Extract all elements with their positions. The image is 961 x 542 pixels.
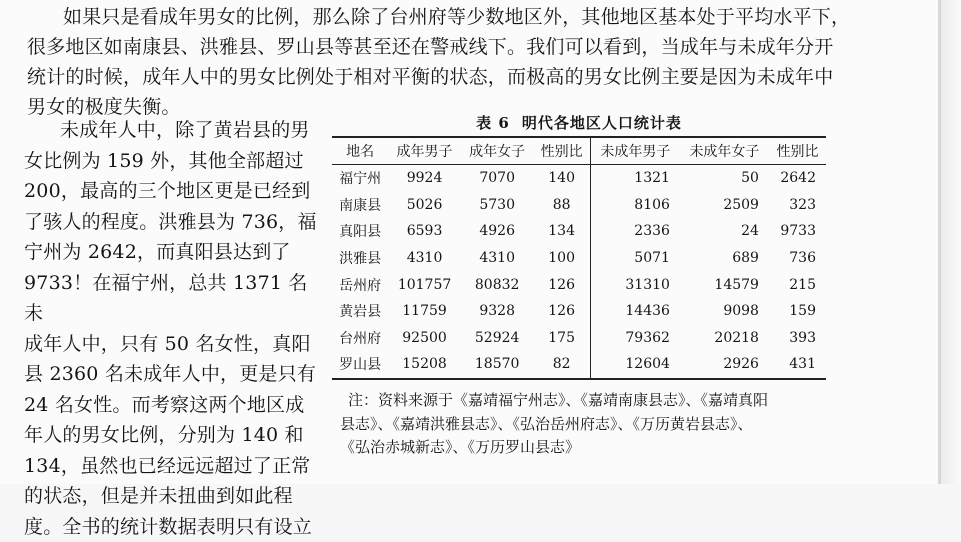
value-cell: 736 xyxy=(789,250,816,267)
value-cell: 2336 xyxy=(634,223,670,240)
value-cell: 9098 xyxy=(723,303,759,320)
value-cell: 101757 xyxy=(397,276,452,293)
value-cell: 82 xyxy=(533,351,590,379)
place-name-cell: 南康县 xyxy=(339,197,382,214)
value-cell: 31310 xyxy=(625,276,670,293)
table-row xyxy=(332,325,826,352)
value-cell: 323 xyxy=(789,196,816,213)
value-cell: 12604 xyxy=(590,351,680,379)
table-row xyxy=(332,271,826,298)
value-cell: 215 xyxy=(789,276,816,293)
value-cell: 140 xyxy=(533,165,590,192)
col-header-minor-male: 未成年男子 xyxy=(590,137,680,165)
left-column-paragraph xyxy=(24,115,322,538)
value-cell: 159 xyxy=(789,303,816,320)
value-cell: 5071 xyxy=(634,250,670,267)
value-cell: 126 xyxy=(533,271,590,298)
value-cell: 126 xyxy=(533,298,590,325)
col-header-adult-ratio: 性别比 xyxy=(533,137,590,165)
left-line-2: 女比例为 159 外，其他全部超过 xyxy=(24,149,304,172)
left-line-4: 了骇人的程度。洪雅县为 736，福 xyxy=(24,210,317,233)
top-paragraph-line-1: 如果只是看成年男女的比例，那么除了台州府等少数地区外，其他地区基本处于平均水平下， xyxy=(63,6,851,28)
value-cell: 4310 xyxy=(406,250,443,267)
table-header-row xyxy=(332,137,826,165)
value-cell: 689 xyxy=(732,250,759,267)
place-name-cell: 台州府 xyxy=(339,330,382,347)
page-edge xyxy=(940,0,961,484)
note-line-1: 注：资料来源于《嘉靖福宁州志》、《嘉靖南康县志》、《嘉靖真阳 xyxy=(348,391,769,409)
col-header-adult-male: 成年男子 xyxy=(388,137,461,165)
table-row xyxy=(332,245,826,272)
value-cell: 1321 xyxy=(634,170,670,187)
place-name-cell: 黄岩县 xyxy=(339,304,382,321)
table-number: 表 6 xyxy=(476,114,510,132)
left-line-12: 的状态，但是并未扭曲到如此程 xyxy=(24,485,293,507)
col-header-minor-ratio: 性别比 xyxy=(769,137,826,165)
value-cell: 9733 xyxy=(780,223,816,240)
value-cell: 6593 xyxy=(406,223,443,240)
place-name-cell: 真阳县 xyxy=(339,224,382,241)
note-line-2: 县志》、《嘉靖洪雅县志》、《弘治岳州府志》、《万历黄岩县志》、 xyxy=(340,414,753,433)
value-cell: 24 xyxy=(741,223,759,240)
left-line-3: 200，最高的三个地区更是已经到 xyxy=(24,180,311,202)
value-cell: 2509 xyxy=(723,196,759,213)
value-cell: 2926 xyxy=(680,351,769,379)
value-cell: 92500 xyxy=(402,329,447,346)
table-row xyxy=(332,351,826,379)
value-cell: 20218 xyxy=(714,329,759,346)
left-line-5: 宁州为 2642，而真阳县达到了 xyxy=(24,241,291,263)
table-block xyxy=(332,110,928,380)
top-paragraph-line-4: 男女的极度失衡。 xyxy=(27,96,181,118)
table-row xyxy=(332,298,826,325)
value-cell: 18570 xyxy=(461,351,534,379)
place-name-cell: 罗山县 xyxy=(332,351,388,379)
top-paragraph-line-2: 很多地区如南康县、洪雅县、罗山县等甚至还在警戒线下。我们可以看到，当成年与未成年分开 xyxy=(27,36,834,58)
top-paragraph-line-3: 统计的时候，成年人中的男女比例处于相对平衡的状态，而极高的男女比例主要是因为未成年中 xyxy=(27,66,834,88)
table-body xyxy=(332,165,826,379)
value-cell: 175 xyxy=(533,325,590,352)
value-cell: 50 xyxy=(741,170,759,187)
table-row xyxy=(332,192,826,219)
place-name-cell: 岳州府 xyxy=(339,277,382,294)
value-cell: 8106 xyxy=(634,196,670,213)
left-line-8: 县 2360 名未成年人中，更是只有 xyxy=(24,363,317,385)
population-table xyxy=(332,136,826,380)
value-cell: 2642 xyxy=(780,170,816,187)
value-cell: 100 xyxy=(533,245,590,272)
value-cell: 88 xyxy=(533,192,590,219)
col-header-place: 地名 xyxy=(332,137,388,165)
value-cell: 79362 xyxy=(625,329,670,346)
value-cell: 134 xyxy=(533,218,590,245)
value-cell: 5730 xyxy=(479,196,515,213)
value-cell: 393 xyxy=(789,329,816,346)
value-cell: 7070 xyxy=(479,170,515,187)
col-header-adult-female: 成年女子 xyxy=(461,137,534,165)
value-cell: 5026 xyxy=(406,196,443,213)
col-header-minor-female: 未成年女子 xyxy=(680,137,769,165)
top-paragraph xyxy=(27,2,933,122)
table-row xyxy=(332,165,826,192)
value-cell: 9328 xyxy=(479,303,515,320)
value-cell: 431 xyxy=(769,351,826,379)
value-cell: 14579 xyxy=(714,276,759,293)
value-cell: 15208 xyxy=(388,351,461,379)
value-cell: 9924 xyxy=(406,170,443,187)
left-line-9: 24 名女性。而考察这两个地区成 xyxy=(24,393,305,416)
left-line-6: 9733！在福宁州，总共 1371 名未 xyxy=(24,271,308,324)
place-name-cell: 洪雅县 xyxy=(339,251,382,268)
left-line-1: 未成年人中，除了黄岩县的男 xyxy=(60,119,310,141)
value-cell: 80832 xyxy=(474,276,520,293)
value-cell: 14436 xyxy=(625,303,670,320)
value-cell: 11759 xyxy=(402,303,447,320)
value-cell: 4926 xyxy=(479,223,515,240)
left-line-10: 年人的男女比例，分别为 140 和 xyxy=(24,424,304,446)
table-note xyxy=(340,389,900,460)
place-name-cell: 福宁州 xyxy=(339,171,382,188)
left-line-13-cut: 度。全书的统计数据表明只有设立 xyxy=(24,515,313,538)
table-title xyxy=(332,110,826,136)
value-cell: 4310 xyxy=(479,250,515,267)
value-cell: 52924 xyxy=(474,329,520,346)
left-line-7: 成年人中，只有 50 名女性，真阳 xyxy=(24,332,311,355)
table-row xyxy=(332,218,826,245)
table-caption: 明代各地区人口统计表 xyxy=(521,114,682,132)
note-line-3: 《弘治赤城新志》、《万历罗山县志》 xyxy=(340,438,581,456)
left-line-11: 134，虽然也已经远远超过了正常 xyxy=(24,454,311,477)
